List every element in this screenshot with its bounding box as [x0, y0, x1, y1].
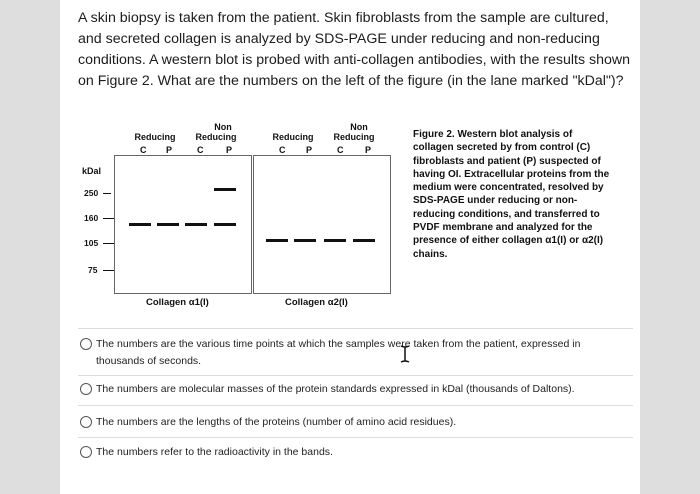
answer-option-2[interactable] — [80, 381, 635, 401]
option-text: The numbers are molecular masses of the protein standards expressed in kDal (thousands of Daltons). — [96, 383, 575, 395]
blot-panel-alpha1 — [114, 155, 252, 294]
blot-panel-alpha2 — [253, 155, 391, 294]
answer-option-4[interactable] — [80, 444, 635, 464]
radio-button-icon[interactable] — [80, 446, 92, 458]
band2-lane2 — [294, 239, 316, 242]
option-text: The numbers are the lengths of the proteins (number of amino acid residues). — [96, 416, 457, 428]
marker-160: 160 — [84, 213, 99, 223]
radio-button-icon[interactable] — [80, 383, 92, 395]
question-text: A skin biopsy is taken from the patient. Skin fibroblasts from the sample are cultured, and secreted collagen is analyzed by SDS-PAGE under reducing and non-reducing conditions. A western blot is probed with anti-collagen antibodies, with the results shown on Figure 2. What are the numbers on the left of the figure (in the lane marked "kDal")? — [78, 10, 631, 89]
panel2-reducing-label: Reducing — [272, 132, 314, 142]
band-lane2 — [157, 223, 179, 226]
panel1-caption: Collagen α1(I) — [146, 297, 209, 308]
answer-option-3[interactable] — [80, 414, 635, 434]
panel2-caption: Collagen α2(I) — [285, 297, 348, 308]
panel2-lane-2: P — [306, 145, 313, 155]
option-text: The numbers are the various time points at which the samples were taken from the patient, expressed in thousands of seconds. — [96, 338, 581, 367]
panel1-lane-1: C — [140, 145, 147, 155]
panel2-lane-3: C — [337, 145, 344, 155]
band-lane4-upper — [214, 188, 236, 191]
radio-button-icon[interactable] — [80, 416, 92, 428]
question-card — [60, 0, 640, 494]
band2-lane4 — [353, 239, 375, 242]
panel2-lane-1: C — [279, 145, 286, 155]
panel1-reducing-label: Reducing — [134, 132, 176, 142]
band2-lane3 — [324, 239, 346, 242]
option-text: The numbers refer to the radioactivity in the bands. — [96, 446, 333, 458]
radio-button-icon[interactable] — [80, 338, 92, 350]
band-lane3 — [185, 223, 207, 226]
marker-105: 105 — [84, 238, 99, 248]
panel1-nonreducing-label: Reducing — [195, 132, 237, 142]
divider — [78, 328, 633, 329]
panel1-non-label: Non — [214, 122, 232, 132]
panel2-nonreducing-label: Reducing — [333, 132, 375, 142]
figure-legend: Figure 2. Western blot analysis of collagen secreted by from control (C) fibroblasts and patient (P) suspected of having OI. Extracellular proteins from the medium were concentrated, resolved by SDS-PAGE under reducing or non-reducing conditions, and transferred to PVDF membrane and analyzed for the presence of either collagen α1(I) or α2(I) chains. — [413, 129, 610, 260]
panel1-lane-2: P — [166, 145, 173, 155]
divider — [78, 437, 633, 438]
panel1-lane-4: P — [226, 145, 233, 155]
text-cursor-icon — [398, 344, 412, 366]
marker-250: 250 — [84, 188, 99, 198]
divider — [78, 405, 633, 406]
marker-250-tick — [103, 193, 111, 194]
panel2-non-label: Non — [350, 122, 368, 132]
panel2-lane-4: P — [365, 145, 372, 155]
kdal-label: kDal — [82, 166, 102, 176]
panel1-lane-3: C — [197, 145, 204, 155]
answer-option-1[interactable] — [80, 336, 635, 372]
band-lane1 — [129, 223, 151, 226]
divider — [78, 375, 633, 376]
band-lane4-lower — [214, 223, 236, 226]
marker-75: 75 — [88, 265, 98, 275]
band2-lane1 — [266, 239, 288, 242]
